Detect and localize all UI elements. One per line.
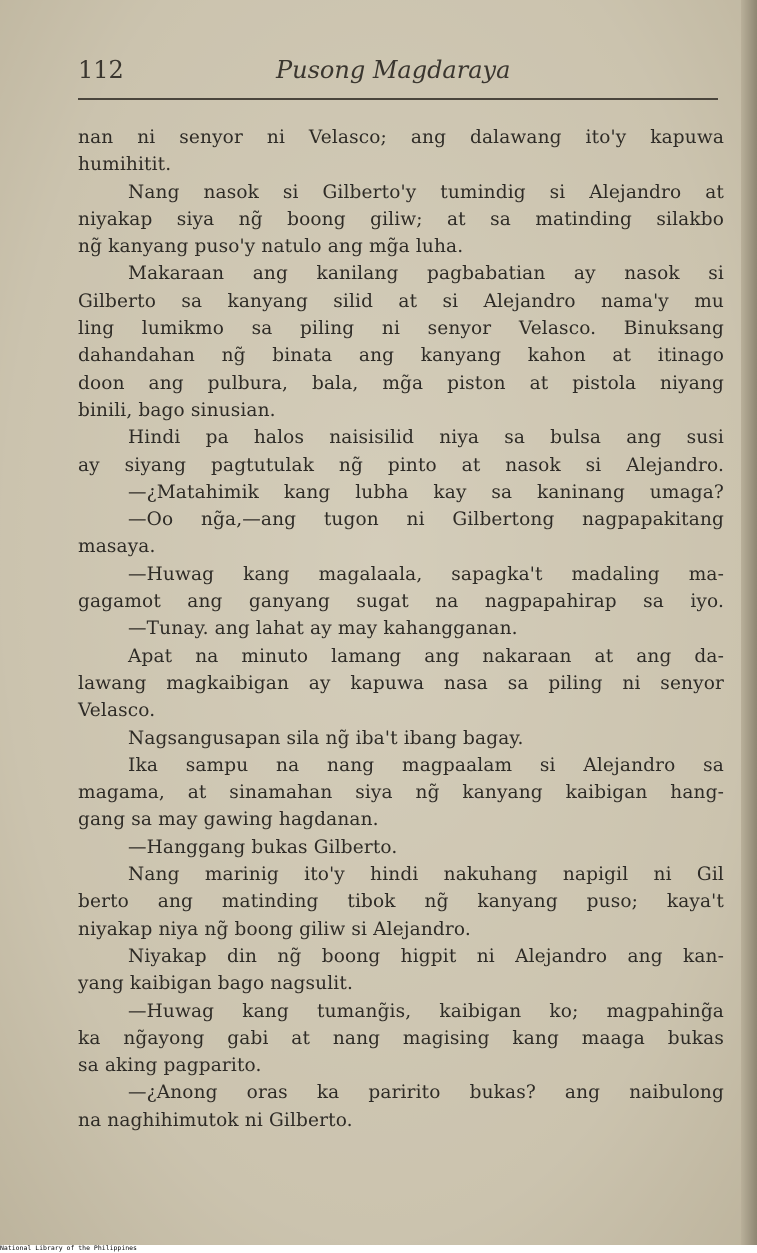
page-edge [741, 0, 757, 1245]
text-line: —Oo ng̃a,—ang tugon ni Gilbertong nagpapakitang [128, 509, 724, 531]
text-line: Ika sampu na nang magpaalam si Alejandro sa [128, 754, 724, 776]
text-line: —Tunay. ang lahat ay may kahangganan. [128, 618, 518, 640]
text-line: —¿Matahimik kang lubha kay sa kaninang umaga? [128, 481, 724, 503]
text-line: lawang magkaibigan ay kapuwa nasa sa piling ni senyor [78, 672, 724, 694]
text-line: gang sa may gawing hagdanan. [78, 809, 379, 831]
text-line: Niyakap din ng̃ boong higpit ni Alejandro ang kan- [128, 945, 724, 967]
text-line: magama, at sinamahan siya ng̃ kanyang kaibigan hang- [78, 782, 724, 804]
text-line: Makaraan ang kanilang pagbabatian ay nasok si [128, 263, 724, 285]
text-line: Nang marinig ito'y hindi nakuhang napigil ni Gil [128, 864, 724, 886]
text-line: Velasco. [78, 700, 156, 722]
text-line: sa aking pagparito. [78, 1055, 262, 1077]
text-line: —Huwag kang magalaala, sapagka't madaling ma- [128, 563, 724, 585]
running-title: Pusong Magdaraya [276, 56, 511, 84]
text-line: —¿Anong oras ka paririto bukas? ang naibulong [128, 1082, 724, 1104]
text-line: masaya. [78, 536, 156, 558]
footer-bar [0, 1245, 757, 1253]
text-line: Nang nasok si Gilberto'y tumindig si Alejandro at [128, 181, 724, 203]
text-line: Gilberto sa kanyang silid at si Alejandro nama'y mu [78, 290, 724, 312]
text-line: yang kaibigan bago nagsulit. [78, 973, 353, 995]
header-rule [78, 98, 718, 100]
text-line: binili, bago sinusian. [78, 399, 276, 421]
text-line: —Hanggang bukas Gilberto. [128, 836, 398, 858]
text-line: Apat na minuto lamang ang nakaraan at ang da- [128, 645, 724, 667]
page-header [78, 52, 718, 92]
page-number: 112 [78, 56, 124, 84]
text-line: ng̃ kanyang puso'y natulo ang mg̃a luha. [78, 236, 464, 258]
text-line: niyakap niya ng̃ boong giliw si Alejandro. [78, 918, 471, 940]
text-line: Hindi pa halos naisisilid niya sa bulsa ang susi [128, 427, 724, 449]
text-line: ka ng̃ayong gabi at nang magising kang maaga bukas [78, 1027, 724, 1049]
text-line: dahandahan ng̃ binata ang kanyang kahon at itinago [78, 345, 724, 367]
text-line: gagamot ang ganyang sugat na nagpapahirap sa iyo. [78, 591, 724, 613]
text-line: berto ang matinding tibok ng̃ kanyang puso; kaya't [78, 891, 724, 913]
text-line: na naghihimutok ni Gilberto. [78, 1109, 353, 1131]
footer-credit: National Library of the Philippines [0, 1244, 137, 1252]
text-line: ay siyang pagtutulak ng̃ pinto at nasok si Alejandro. [78, 454, 724, 476]
text-line: nan ni senyor ni Velasco; ang dalawang ito'y kapuwa [78, 127, 724, 148]
text-line: niyakap siya ng̃ boong giliw; at sa matinding silakbo [78, 208, 724, 230]
text-line: humihitit. [78, 154, 172, 176]
text-line: Nagsangusapan sila ng̃ iba't ibang bagay. [128, 727, 524, 749]
text-line: ling lumikmo sa piling ni senyor Velasco. Binuksang [78, 318, 724, 340]
text-line: —Huwag kang tumang̃is, kaibigan ko; magpahing̃a [128, 1000, 724, 1022]
body-text [78, 124, 724, 1134]
text-line: doon ang pulbura, bala, mg̃a piston at pistola niyang [78, 372, 724, 394]
